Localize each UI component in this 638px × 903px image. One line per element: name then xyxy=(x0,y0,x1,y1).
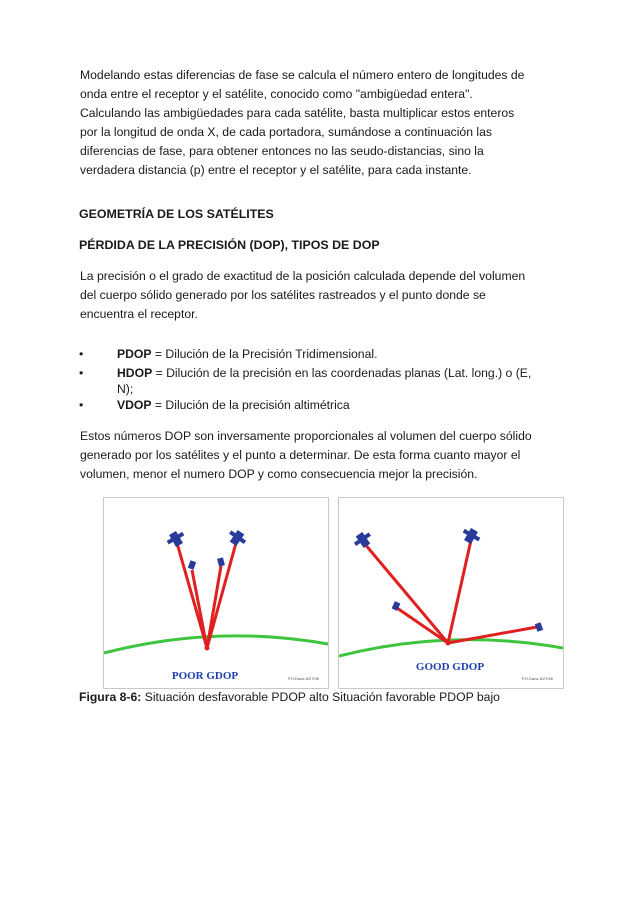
bullet-marker: • xyxy=(79,347,84,361)
satellites xyxy=(352,525,544,631)
range-vectors xyxy=(364,540,537,643)
bullet-marker: • xyxy=(79,398,84,412)
definition-pdop: = Dilución de la Precisión Tridimensional. xyxy=(151,347,378,361)
intro-paragraph xyxy=(80,66,560,180)
definition-vdop: = Dilución de la precisión altimétrica xyxy=(151,398,350,412)
precision-line: del cuerpo sólido generado por los satélites rastreados y el punto donde se xyxy=(80,288,486,302)
intro-line: diferencias de fase, para obtener entonces no las seudo-distancias, sino la xyxy=(80,144,484,158)
good-gdop-figure xyxy=(338,497,564,689)
intro-line: Modelando estas diferencias de fase se calcula el número entero de longitudes de xyxy=(80,68,525,82)
heading-dop: PÉRDIDA DE LA PRECISIÓN (DOP), TIPOS DE DOP xyxy=(79,238,380,252)
figure-credit: P.H.Dana 8/27/96 xyxy=(521,676,553,681)
vector-line xyxy=(448,540,471,643)
dop-bullet-list xyxy=(79,346,569,413)
definition-hdop-continued: N); xyxy=(117,382,134,396)
vector-line xyxy=(364,543,448,643)
precision-line: La precisión o el grado de exactitud de la posición calculada depende del volumen xyxy=(80,269,526,283)
intro-line: Calculando las ambigüedades para cada satélite, basta multiplicar estos enteros xyxy=(80,106,515,120)
satellite-icon xyxy=(165,528,188,549)
term-vdop: VDOP xyxy=(117,398,152,412)
precision-paragraph xyxy=(80,267,570,324)
intro-line: onda entre el receptor y el satélite, conocido como "ambigüedad entera". xyxy=(80,87,473,101)
dop-line: volumen, menor el numero DOP y como consecuencia mejor la precisión. xyxy=(80,467,478,481)
heading-geometry: GEOMETRÍA DE LOS SATÉLITES xyxy=(79,207,274,221)
term-hdop: HDOP xyxy=(117,366,153,380)
receiver-point xyxy=(205,646,210,651)
dop-line: Estos números DOP son inversamente proporcionales al volumen del cuerpo sólido xyxy=(80,429,532,443)
poor-gdop-figure xyxy=(103,497,329,689)
intro-line: verdadera distancia (p) entre el receptor y el satélite, para cada instante. xyxy=(80,163,472,177)
satellite-icon xyxy=(460,525,483,546)
list-item-vdop xyxy=(79,397,569,413)
range-vectors xyxy=(177,543,236,648)
list-item-hdop xyxy=(79,365,569,397)
figure-caption xyxy=(79,689,500,705)
figure-credit: P.H.Dana 8/27/96 xyxy=(287,676,319,681)
intro-line: por la longitud de onda X, de cada portadora, sumándose a continuación las xyxy=(80,125,492,139)
definition-hdop: = Dilución de la precisión en las coordenadas planas (Lat. long.) o (E, xyxy=(152,366,532,380)
good-gdop-label: GOOD GDOP xyxy=(415,661,485,673)
satellite-icon xyxy=(535,622,543,632)
horizon-arc xyxy=(104,636,328,653)
bullet-marker: • xyxy=(79,366,84,380)
term-pdop: PDOP xyxy=(117,347,152,361)
satellite-icon xyxy=(352,529,375,551)
satellite-icon xyxy=(188,560,196,570)
satellite-icon xyxy=(217,557,225,566)
poor-gdop-label: POOR GDOP xyxy=(171,670,239,682)
dop-line: generado por los satélites y el punto a determinar. De esta forma cuanto mayor el xyxy=(80,448,521,462)
receiver-point xyxy=(446,641,451,646)
caption-label: Figura 8-6: xyxy=(79,690,142,704)
precision-line: encuentra el receptor. xyxy=(80,307,198,321)
caption-text: Situación desfavorable PDOP alto Situación favorable PDOP bajo xyxy=(141,690,500,704)
satellite-icon xyxy=(226,527,249,549)
list-item-pdop xyxy=(79,346,569,362)
dop-paragraph xyxy=(80,427,570,484)
